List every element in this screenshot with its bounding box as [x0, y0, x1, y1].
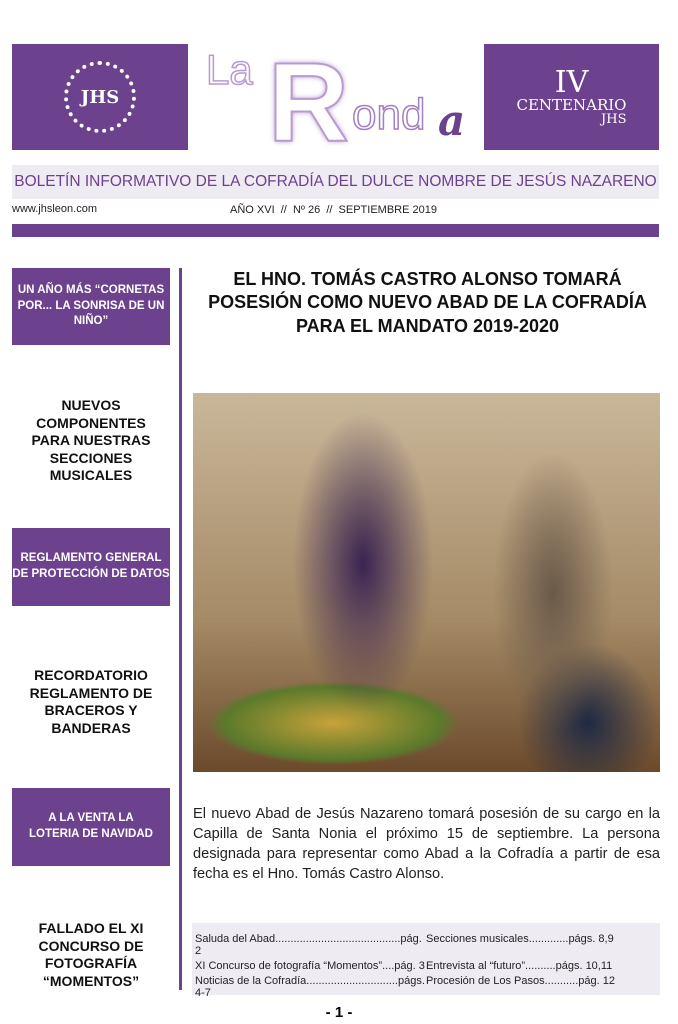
- title-a: a: [438, 96, 466, 145]
- website-link[interactable]: www.jhsleon.com: [12, 203, 97, 215]
- sidebar-item-loteria[interactable]: A LA VENTA LA LOTERIA DE NAVIDAD: [12, 788, 170, 866]
- article-photo: [193, 393, 660, 772]
- title-la: La: [206, 46, 253, 93]
- sidebar-item-braceros[interactable]: RECORDATORIO REGLAMENTO DE BRACEROS Y BANDERAS: [29, 667, 153, 736]
- table-of-contents: [192, 923, 660, 999]
- sidebar-item-cornetas[interactable]: UN AÑO MÁS “CORNETAS POR... LA SONRISA DE UN NIÑO”: [12, 268, 170, 345]
- toc-item[interactable]: Saluda del Abad.........................................pág. 2: [195, 933, 422, 957]
- masthead-title: [200, 38, 480, 165]
- brotherhood-seal-logo: [12, 44, 188, 150]
- article-body: El nuevo Abad de Jesús Nazareno tomará posesión de su cargo en la Capilla de Santa Nonia el próximo 15 de septiembre. La persona designada para representar como Abad a la Cofradía a partir de esa fecha es el Hno. Tomás Castro Alonso.: [193, 806, 660, 882]
- subtitle-banner: BOLETÍN INFORMATIVO DE LA COFRADÍA DEL DULCE NOMBRE DE JESÚS NAZARENO: [12, 165, 659, 199]
- title-r: R: [268, 40, 349, 165]
- seal-text: JHS: [80, 86, 120, 108]
- toc-item[interactable]: Procesión de Los Pasos...........pág. 12: [426, 975, 615, 987]
- title-ond: ond: [352, 90, 426, 139]
- centenary-logo: [484, 44, 659, 150]
- centenary-numeral: IV: [554, 65, 589, 100]
- toc-item[interactable]: XI Concurso de fotografía “Momentos”....pág. 3: [195, 960, 425, 972]
- page-number: - 1 -: [325, 1004, 353, 1021]
- sidebar-item-concurso[interactable]: FALLADO EL XI CONCURSO DE FOTOGRAFÍA “MOMENTOS”: [38, 920, 144, 989]
- sidebar-item-componentes[interactable]: NUEVOS COMPONENTES PARA NUESTRAS SECCIONES MUSICALES: [31, 397, 151, 484]
- header-divider: [12, 224, 659, 237]
- toc-item[interactable]: Noticias de la Cofradía..............................págs. 4-7: [195, 975, 425, 999]
- centenary-line2: JHS: [601, 112, 627, 127]
- column-divider: [179, 268, 182, 990]
- sidebar-item-proteccion-datos[interactable]: REGLAMENTO GENERAL DE PROTECCIÓN DE DATOS: [12, 528, 170, 606]
- centenary-line1: CENTENARIO: [516, 96, 627, 114]
- article-headline: EL HNO. TOMÁS CASTRO ALONSO TOMARÁ POSESIÓN COMO NUEVO ABAD DE LA COFRADÍA PARA EL MANDATO 2019-2020: [208, 269, 647, 336]
- toc-item[interactable]: Entrevista al “futuro”..........págs. 10,11: [426, 960, 613, 972]
- jhs-seal-icon: [64, 61, 136, 133]
- issue-info: AÑO XVI // Nº 26 // SEPTIEMBRE 2019: [230, 204, 437, 216]
- toc-item[interactable]: Secciones musicales.............págs. 8,9: [426, 933, 614, 945]
